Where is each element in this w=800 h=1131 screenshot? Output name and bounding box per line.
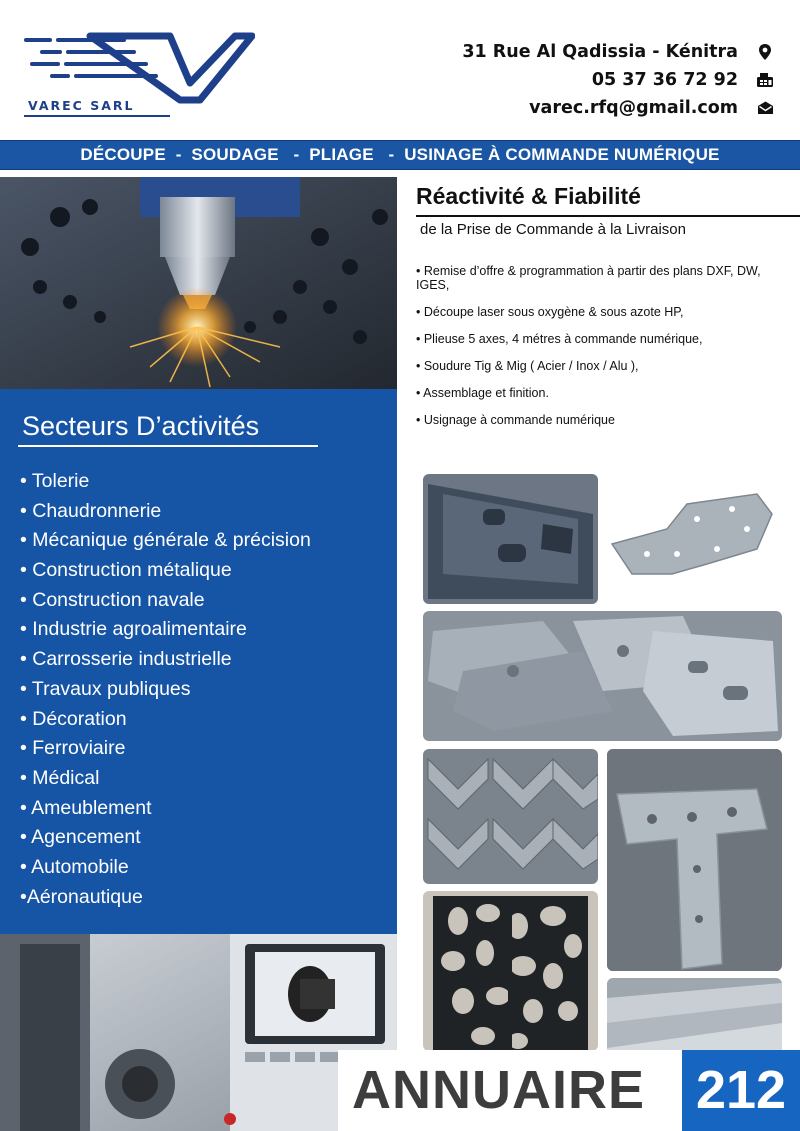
t-plate-photo bbox=[607, 749, 782, 971]
list-item: • Ameublement bbox=[20, 796, 152, 819]
list-item: • Décoration bbox=[20, 707, 127, 730]
list-item: • Découpe laser sous oxygène & sous azote HP, bbox=[416, 305, 684, 319]
contact-block bbox=[462, 38, 776, 122]
email-text: varec.rfq@gmail.com bbox=[529, 98, 738, 118]
contact-phone bbox=[462, 66, 776, 94]
list-item: • Agencement bbox=[20, 826, 141, 849]
company-name: VAREC SARL bbox=[28, 98, 135, 113]
location-pin-icon bbox=[754, 43, 776, 61]
annuaire-number-badge bbox=[682, 1050, 800, 1131]
list-item: • Plieuse 5 axes, 4 métres à commande numérique, bbox=[416, 332, 703, 346]
highlight-title: Réactivité & Fiabilité bbox=[416, 183, 641, 209]
list-item: • Assemblage et finition. bbox=[416, 386, 549, 400]
list-item: • Carrosserie industrielle bbox=[20, 648, 232, 671]
list-item: • Construction métalique bbox=[20, 559, 232, 582]
list-item: • Chaudronnerie bbox=[20, 499, 162, 522]
services-bar bbox=[0, 140, 800, 170]
bracket-part-photo bbox=[607, 474, 782, 604]
contact-email bbox=[462, 94, 776, 122]
contact-address bbox=[462, 38, 776, 66]
list-item: • Usignage à commande numérique bbox=[416, 413, 615, 427]
list-item: • Automobile bbox=[20, 855, 129, 878]
phone-text: 05 37 36 72 92 bbox=[591, 70, 738, 90]
cut-plate-photo bbox=[423, 474, 598, 604]
decorative-panel-photo bbox=[423, 891, 598, 1051]
list-item: • Ferroviaire bbox=[20, 737, 126, 760]
company-logo bbox=[20, 28, 255, 123]
fax-icon bbox=[754, 71, 776, 89]
sectors-title-underline bbox=[18, 445, 318, 447]
list-item: • Remise d’offre & programmation à partir des plans DXF, DW, IGES, bbox=[416, 264, 761, 292]
stacked-parts-photo bbox=[423, 611, 782, 741]
list-item: • Industrie agroalimentaire bbox=[20, 618, 247, 641]
annuaire-banner bbox=[338, 1050, 800, 1131]
list-item: • Soudure Tig & Mig ( Acier / Inox / Alu ), bbox=[416, 359, 639, 373]
header bbox=[0, 0, 800, 140]
address-text: 31 Rue Al Qadissia - Kénitra bbox=[462, 42, 738, 62]
list-item: • Travaux publiques bbox=[20, 677, 191, 700]
sectors-panel bbox=[0, 389, 397, 934]
v-parts-photo bbox=[423, 749, 598, 884]
list-item: • Tolerie bbox=[20, 470, 90, 492]
highlight-rule bbox=[416, 215, 800, 217]
sectors-title: Secteurs D’activités bbox=[22, 411, 260, 441]
laser-cutting-photo bbox=[0, 177, 397, 389]
annuaire-number: 212 bbox=[695, 1060, 787, 1120]
list-item: • Construction navale bbox=[20, 588, 205, 611]
envelope-icon bbox=[754, 99, 776, 117]
list-item: •Aéronautique bbox=[20, 885, 143, 908]
metal-profiles-photo bbox=[607, 978, 782, 1058]
annuaire-label: ANNUAIRE bbox=[352, 1060, 646, 1120]
highlight-subtitle: de la Prise de Commande à la Livraison bbox=[420, 221, 686, 238]
list-item: • Médical bbox=[20, 766, 100, 789]
services-text: DÉCOUPE - SOUDAGE - PLIAGE - USINAGE À COMMANDE NUMÉRIQUE bbox=[80, 145, 720, 164]
list-item: • Mécanique générale & précision bbox=[20, 529, 311, 552]
sectors-list bbox=[20, 467, 311, 912]
features-list bbox=[416, 264, 786, 440]
